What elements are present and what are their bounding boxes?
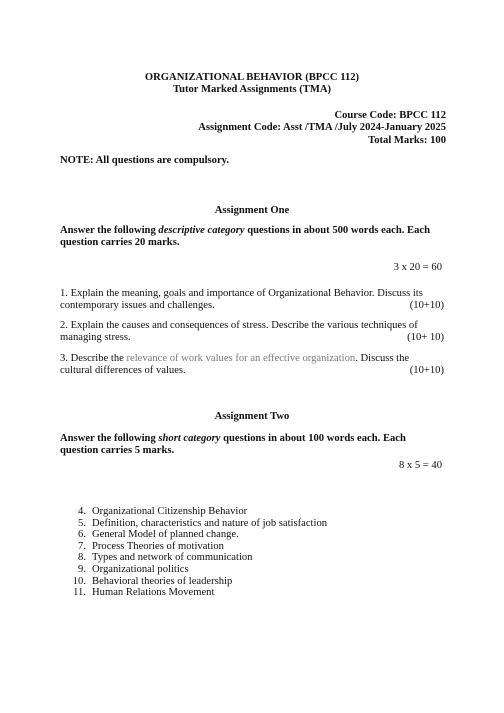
item-text: Organizational politics	[92, 563, 189, 575]
question-score: (10+10)	[409, 365, 444, 377]
instruction-emphasis: short category	[158, 433, 221, 444]
total-marks: Total Marks: 100	[368, 134, 446, 146]
question-text-highlight: relevance of work values for an effective organization	[126, 353, 356, 364]
note: NOTE: All questions are compulsory.	[60, 155, 230, 166]
item-text: Human Relations Movement	[92, 587, 215, 599]
item-number: 11.	[73, 587, 86, 599]
item-number: 4.	[78, 506, 86, 517]
assignment-one-marks: 3 x 20 = 60	[393, 262, 442, 273]
item-number: 7.	[78, 540, 86, 552]
assignment-two-instruction	[60, 433, 445, 457]
course-meta	[126, 110, 446, 147]
item-text: Definition, characteristics and nature of job satisfaction	[92, 517, 328, 529]
question-text: 1. Explain the meaning, goals and importance of Organizational Behavior. Discuss its contemporary issues and challenges.	[60, 288, 423, 312]
item-number: 10.	[72, 575, 86, 587]
assignment-one-heading: Assignment One	[214, 205, 290, 216]
item-text: General Model of planned change.	[92, 529, 239, 541]
question-text: 2. Explain the causes and consequences of stress. Describe the various techniques of managing stress.	[60, 320, 418, 344]
item-number: 6.	[78, 529, 86, 541]
item-number: 8.	[78, 552, 86, 564]
assignment-two-marks: 8 x 5 = 40	[398, 460, 442, 471]
instruction-text: questions in about 500 words each. Each question carries 20 marks.	[60, 225, 431, 249]
document-title: ORGANIZATIONAL BEHAVIOR (BPCC 112)	[144, 72, 360, 83]
course-code: Course Code: BPCC 112	[334, 110, 446, 121]
item-number: 5.	[78, 517, 86, 529]
assignment-one-instruction	[60, 225, 445, 249]
document-subtitle: Tutor Marked Assignments (TMA)	[172, 84, 332, 95]
item-number: 9.	[78, 563, 86, 575]
question-2	[60, 320, 444, 344]
question-3	[60, 353, 444, 377]
item-text: Process Theories of motivation	[92, 540, 224, 552]
question-score: (10+ 10)	[407, 332, 444, 344]
instruction-emphasis: descriptive category	[158, 225, 245, 236]
assignment-code: Assignment Code: Asst /TMA /July 2024-January 2025	[198, 122, 446, 134]
item-text: Types and network of communication	[92, 552, 253, 564]
assignment-two-heading: Assignment Two	[214, 411, 290, 422]
instruction-text: questions in about 100 words each. Each question carries 5 marks.	[60, 433, 406, 457]
question-text: . Discuss the cultural differences of values.	[60, 353, 410, 377]
instruction-text: Answer the following	[60, 225, 159, 236]
instruction-text: Answer the following	[60, 433, 159, 444]
question-text: 3. Describe the	[60, 353, 127, 364]
item-text: Organizational Citizenship Behavior	[92, 506, 248, 517]
question-1	[60, 288, 444, 312]
question-score: (10+10)	[409, 300, 444, 312]
item-text: Behavioral theories of leadership	[92, 575, 233, 587]
